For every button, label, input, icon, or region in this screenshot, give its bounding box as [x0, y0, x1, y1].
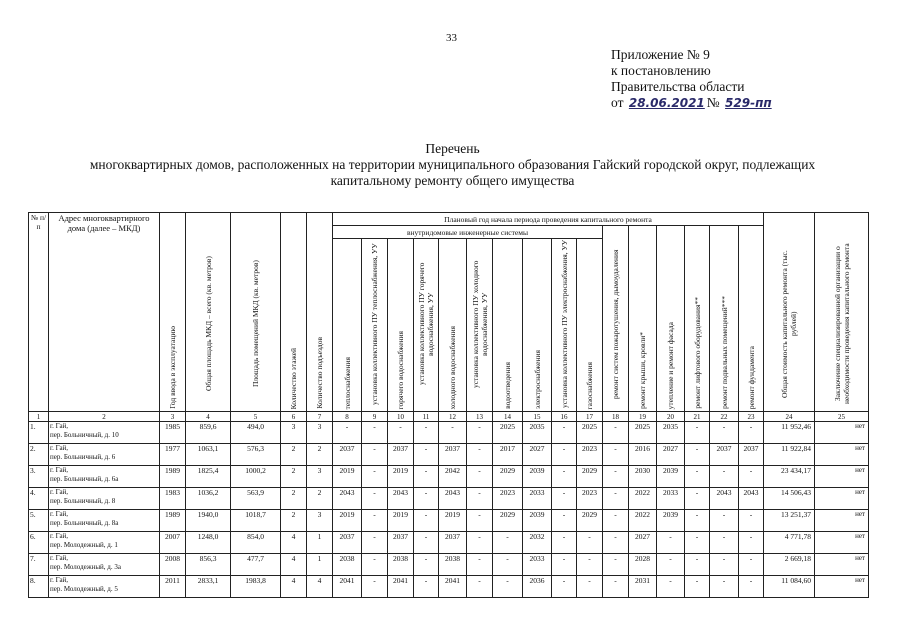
table-cell: -: [552, 444, 577, 466]
table-cell: -: [710, 532, 739, 554]
appendix-line-2: к постановлению: [611, 63, 711, 78]
column-number-row: [29, 412, 869, 422]
table-cell: -: [552, 576, 577, 598]
col-header-roof: ремонт крыши, кровли*: [629, 226, 657, 412]
table-cell: 4: [281, 532, 307, 554]
table-cell: -: [493, 532, 523, 554]
table-cell: 854,0: [231, 532, 281, 554]
table-cell: 2011: [160, 576, 186, 598]
appendix-line-3: Правительства области: [611, 79, 745, 94]
table-cell: 2025: [577, 422, 603, 444]
table-cell: -: [657, 576, 685, 598]
table-cell: 2036: [523, 576, 552, 598]
table-cell: 2019: [439, 510, 467, 532]
table-cell: -: [467, 576, 493, 598]
table-cell: -: [467, 510, 493, 532]
table-cell: -: [414, 422, 439, 444]
column-number: 23: [739, 412, 764, 422]
page-number: 33: [446, 32, 457, 44]
table-cell: 2033: [523, 554, 552, 576]
table-cell: 2043: [439, 488, 467, 510]
table-cell: 2035: [657, 422, 685, 444]
table-cell: 2043: [388, 488, 414, 510]
table-cell: -: [467, 488, 493, 510]
table-cell: -: [685, 510, 710, 532]
table-cell: -: [467, 554, 493, 576]
table-cell: 2029: [493, 466, 523, 488]
col-header-entrances: Количество подъездов: [307, 213, 333, 412]
table-cell: 2: [281, 488, 307, 510]
table-cell: -: [362, 466, 388, 488]
table-cell: -: [362, 488, 388, 510]
table-cell: 2043: [710, 488, 739, 510]
table-cell: 2035: [523, 422, 552, 444]
column-number: 22: [710, 412, 739, 422]
table-cell: г. Гай, пер. Больничный, д. 8а: [49, 510, 160, 532]
table-cell: -: [739, 510, 764, 532]
column-number: 10: [388, 412, 414, 422]
column-number: 1: [29, 412, 49, 422]
table-cell: 2033: [523, 488, 552, 510]
table-cell: -: [552, 554, 577, 576]
column-number: 5: [231, 412, 281, 422]
table-cell: 2043: [333, 488, 362, 510]
table-cell: -: [685, 488, 710, 510]
table-cell: 2.: [29, 444, 49, 466]
table-cell: -: [493, 554, 523, 576]
col-header-heat-meter: установка коллективного ПУ теплоснабжения, УУ: [362, 239, 388, 412]
column-number: 14: [493, 412, 523, 422]
table-cell: 2042: [439, 466, 467, 488]
table-cell: 1248,0: [186, 532, 231, 554]
col-header-foundation: ремонт фундамента: [739, 226, 764, 412]
col-header-cold-water: холодного водоснабжения: [439, 239, 467, 412]
column-number: 2: [49, 412, 160, 422]
table-cell: 2022: [629, 510, 657, 532]
table-cell: 2019: [333, 466, 362, 488]
table-cell: 1: [307, 532, 333, 554]
table-cell: 2037: [388, 532, 414, 554]
table-cell: 2037: [388, 444, 414, 466]
column-number: 7: [307, 412, 333, 422]
buildings-table: [28, 212, 869, 598]
table-cell: 859,6: [186, 422, 231, 444]
table-cell: 2027: [657, 444, 685, 466]
table-cell: -: [657, 554, 685, 576]
table-cell: 11 084,60: [764, 576, 815, 598]
table-cell: 3: [307, 466, 333, 488]
table-cell: г. Гай, пер. Молодежный, д. 1: [49, 532, 160, 554]
column-number: 4: [186, 412, 231, 422]
table-cell: -: [739, 554, 764, 576]
table-cell: 1985: [160, 422, 186, 444]
col-header-year: Год ввода в эксплуатацию: [160, 213, 186, 412]
table-cell: -: [467, 466, 493, 488]
table-cell: 2029: [577, 510, 603, 532]
table-cell: 2029: [577, 466, 603, 488]
table-cell: -: [739, 576, 764, 598]
table-cell: 1983: [160, 488, 186, 510]
table-cell: -: [603, 444, 629, 466]
table-cell: -: [552, 532, 577, 554]
col-header-cold-water-meter: установка коллективного ПУ холодного водоснабжения, УУ: [467, 239, 493, 412]
table-cell: 23 434,17: [764, 466, 815, 488]
table-cell: -: [685, 532, 710, 554]
table-cell: 1063,1: [186, 444, 231, 466]
table-cell: 1989: [160, 510, 186, 532]
table-cell: -: [552, 422, 577, 444]
col-header-hot-water-meter: установка коллективного ПУ горячего водоснабжения, УУ: [414, 239, 439, 412]
table-cell: 14 506,43: [764, 488, 815, 510]
document-title: [0, 141, 905, 189]
table-cell: -: [362, 422, 388, 444]
table-cell: 563,9: [231, 488, 281, 510]
table-cell: нет: [815, 554, 869, 576]
table-cell: 2037: [439, 532, 467, 554]
table-cell: 2: [307, 444, 333, 466]
col-header-facade: утепление и ремонт фасада: [657, 226, 685, 412]
table-cell: -: [577, 576, 603, 598]
col-header-total-area: Общая площадь МКД – всего (кв. метров): [186, 213, 231, 412]
table-cell: нет: [815, 488, 869, 510]
table-cell: 1983,8: [231, 576, 281, 598]
table-row: [29, 510, 869, 532]
column-number: 25: [815, 412, 869, 422]
table-cell: 2 669,18: [764, 554, 815, 576]
table-cell: -: [552, 510, 577, 532]
table-cell: 11 922,84: [764, 444, 815, 466]
col-header-electric: электроснабжения: [523, 239, 552, 412]
table-cell: 2019: [388, 510, 414, 532]
table-cell: 856,3: [186, 554, 231, 576]
table-cell: -: [388, 422, 414, 444]
table-cell: -: [685, 466, 710, 488]
title-line-3: капитальному ремонту общего имущества: [330, 173, 575, 188]
table-cell: 2028: [629, 554, 657, 576]
table-cell: нет: [815, 444, 869, 466]
table-cell: 2030: [629, 466, 657, 488]
col-header-cost: Общая стоимость капитального ремонта (тыс. рублей): [764, 213, 815, 412]
table-cell: 2027: [523, 444, 552, 466]
table-cell: 4: [307, 576, 333, 598]
table-cell: 2038: [388, 554, 414, 576]
table-row: [29, 422, 869, 444]
handwritten-number: 529-пп: [725, 96, 772, 110]
table-cell: 2038: [333, 554, 362, 576]
table-cell: г. Гай, пер. Больничный, д. 6а: [49, 466, 160, 488]
col-header-conclusion: Заключение специализированной организации о необходимости проведения капитального ремонта: [815, 213, 869, 412]
group-header-planned-year: Плановый год начала периода проведения капитального ремонта: [333, 213, 764, 226]
column-number: 9: [362, 412, 388, 422]
table-cell: 477,7: [231, 554, 281, 576]
table-cell: -: [362, 576, 388, 598]
table-cell: 2: [281, 510, 307, 532]
table-cell: 2029: [493, 510, 523, 532]
col-header-elevator: ремонт лифтового оборудования**: [685, 226, 710, 412]
table-row: [29, 532, 869, 554]
table-cell: -: [467, 444, 493, 466]
table-cell: -: [552, 488, 577, 510]
table-cell: 2039: [523, 510, 552, 532]
table-cell: -: [577, 554, 603, 576]
table-cell: 1977: [160, 444, 186, 466]
table-cell: 2039: [657, 510, 685, 532]
table-cell: -: [657, 532, 685, 554]
title-line-1: Перечень: [425, 141, 480, 156]
column-number: 19: [629, 412, 657, 422]
table-cell: -: [362, 532, 388, 554]
table-cell: 1.: [29, 422, 49, 444]
column-number: 6: [281, 412, 307, 422]
table-cell: нет: [815, 532, 869, 554]
table-cell: 6.: [29, 532, 49, 554]
table-cell: 2038: [439, 554, 467, 576]
table-row: [29, 576, 869, 598]
table-cell: -: [603, 488, 629, 510]
table-cell: -: [362, 444, 388, 466]
table-cell: 2037: [739, 444, 764, 466]
table-cell: -: [414, 444, 439, 466]
group-header-engineering-systems: внутридомовые инженерные системы: [333, 226, 603, 239]
table-cell: -: [414, 576, 439, 598]
table-cell: 2043: [739, 488, 764, 510]
table-body: [29, 422, 869, 598]
appendix-line-1: Приложение № 9: [611, 47, 710, 62]
table-cell: -: [493, 576, 523, 598]
column-number: 12: [439, 412, 467, 422]
table-cell: г. Гай, пер. Молодежный, д. 3а: [49, 554, 160, 576]
table-cell: нет: [815, 422, 869, 444]
table-cell: 2037: [710, 444, 739, 466]
table-cell: -: [710, 554, 739, 576]
table-cell: -: [467, 532, 493, 554]
table-cell: г. Гай, пер. Больничный, д. 6: [49, 444, 160, 466]
table-cell: -: [603, 554, 629, 576]
table-cell: 2037: [439, 444, 467, 466]
table-cell: 2019: [388, 466, 414, 488]
table-cell: 2007: [160, 532, 186, 554]
table-cell: 1989: [160, 466, 186, 488]
table-cell: г. Гай, пер. Больничный, д. 10: [49, 422, 160, 444]
table-cell: 494,0: [231, 422, 281, 444]
appendix-block: [611, 47, 774, 111]
table-cell: 1000,2: [231, 466, 281, 488]
table-cell: -: [577, 532, 603, 554]
table-cell: -: [603, 532, 629, 554]
table-cell: 2041: [439, 576, 467, 598]
table-cell: 576,3: [231, 444, 281, 466]
table-cell: -: [710, 422, 739, 444]
col-header-hot-water: горячего водоснабжения: [388, 239, 414, 412]
table-cell: -: [603, 466, 629, 488]
table-cell: 7.: [29, 554, 49, 576]
table-cell: 3: [281, 422, 307, 444]
table-cell: г. Гай, пер. Больничный, д. 8: [49, 488, 160, 510]
appendix-line-4: [611, 95, 774, 111]
table-cell: г. Гай, пер. Молодежный, д. 5: [49, 576, 160, 598]
table-cell: 2041: [333, 576, 362, 598]
table-cell: -: [414, 510, 439, 532]
table-cell: 2023: [577, 488, 603, 510]
table-cell: 2037: [333, 532, 362, 554]
table-cell: 2019: [333, 510, 362, 532]
table-cell: 1: [307, 554, 333, 576]
col-header-rooms-area: Площадь помещений МКД (кв. метров): [231, 213, 281, 412]
table-cell: -: [685, 554, 710, 576]
col-header-gas: газоснабжения: [577, 239, 603, 412]
table-cell: 3: [307, 422, 333, 444]
table-cell: -: [414, 554, 439, 576]
table-cell: 2023: [577, 444, 603, 466]
table-cell: нет: [815, 466, 869, 488]
table-row: [29, 444, 869, 466]
column-number: 17: [577, 412, 603, 422]
table-cell: 2016: [629, 444, 657, 466]
column-number: 3: [160, 412, 186, 422]
table-cell: 1036,2: [186, 488, 231, 510]
table-cell: -: [710, 510, 739, 532]
column-number: 21: [685, 412, 710, 422]
table-cell: 1018,7: [231, 510, 281, 532]
table-cell: 2025: [493, 422, 523, 444]
table-cell: 3.: [29, 466, 49, 488]
table-cell: 2039: [523, 466, 552, 488]
table-cell: -: [333, 422, 362, 444]
table-cell: 2041: [388, 576, 414, 598]
column-number: 24: [764, 412, 815, 422]
appendix-prefix: от: [611, 95, 624, 110]
table-cell: 11 952,46: [764, 422, 815, 444]
column-number: 11: [414, 412, 439, 422]
title-line-2: многоквартирных домов, расположенных на территории муниципального образования Гайский городской округ, подлежащих: [89, 157, 816, 172]
table-cell: 2039: [657, 466, 685, 488]
table-cell: 4: [281, 554, 307, 576]
table-cell: -: [439, 422, 467, 444]
col-header-electric-meter: установка коллективного ПУ электроснабжения, УУ: [552, 239, 577, 412]
handwritten-date: 28.06.2021: [628, 96, 705, 110]
table-cell: -: [362, 510, 388, 532]
column-number: 15: [523, 412, 552, 422]
table-cell: -: [414, 488, 439, 510]
column-number: 20: [657, 412, 685, 422]
table-cell: 5.: [29, 510, 49, 532]
table-cell: -: [414, 532, 439, 554]
table-cell: нет: [815, 576, 869, 598]
table-cell: -: [739, 422, 764, 444]
table-cell: 2: [307, 488, 333, 510]
table-cell: 2027: [629, 532, 657, 554]
column-number: 13: [467, 412, 493, 422]
table-cell: 2037: [333, 444, 362, 466]
table-cell: 4: [281, 576, 307, 598]
table-cell: 2023: [493, 488, 523, 510]
table-cell: -: [603, 422, 629, 444]
table-cell: 13 251,37: [764, 510, 815, 532]
table-cell: 1940,0: [186, 510, 231, 532]
table-cell: -: [362, 554, 388, 576]
table-cell: -: [685, 576, 710, 598]
col-header-address: Адрес многоквартирного дома (далее – МКД): [49, 213, 160, 412]
table-cell: 2031: [629, 576, 657, 598]
column-number: 8: [333, 412, 362, 422]
table-cell: 2: [281, 444, 307, 466]
table-cell: 2833,1: [186, 576, 231, 598]
column-number: 16: [552, 412, 577, 422]
table-row: [29, 466, 869, 488]
table-cell: 3: [307, 510, 333, 532]
table-cell: -: [552, 466, 577, 488]
table-cell: -: [603, 510, 629, 532]
table-cell: -: [739, 466, 764, 488]
col-header-heat: теплоснабжения: [333, 239, 362, 412]
table-row: [29, 554, 869, 576]
table-cell: -: [710, 466, 739, 488]
number-sign: №: [706, 95, 720, 110]
col-header-no: № п/п: [29, 213, 49, 412]
table-cell: -: [685, 422, 710, 444]
table-cell: -: [603, 576, 629, 598]
col-header-basement: ремонт подвальных помещений***: [710, 226, 739, 412]
table-cell: 2017: [493, 444, 523, 466]
table-cell: -: [685, 444, 710, 466]
table-cell: 2022: [629, 488, 657, 510]
table-cell: -: [414, 466, 439, 488]
table-cell: 1825,4: [186, 466, 231, 488]
table-cell: 2033: [657, 488, 685, 510]
table-cell: -: [467, 422, 493, 444]
column-number: 18: [603, 412, 629, 422]
table-cell: -: [739, 532, 764, 554]
table-cell: нет: [815, 510, 869, 532]
col-header-drainage: водоотведения: [493, 239, 523, 412]
table-cell: 2025: [629, 422, 657, 444]
col-header-floors: Количество этажей: [281, 213, 307, 412]
table-cell: 2032: [523, 532, 552, 554]
col-header-fire: ремонт систем пожаротушения, дымоудаления: [603, 226, 629, 412]
table-cell: 4.: [29, 488, 49, 510]
table-cell: 2: [281, 466, 307, 488]
table-cell: 2008: [160, 554, 186, 576]
table-row: [29, 488, 869, 510]
table-cell: -: [710, 576, 739, 598]
table-cell: 8.: [29, 576, 49, 598]
table-cell: 4 771,78: [764, 532, 815, 554]
